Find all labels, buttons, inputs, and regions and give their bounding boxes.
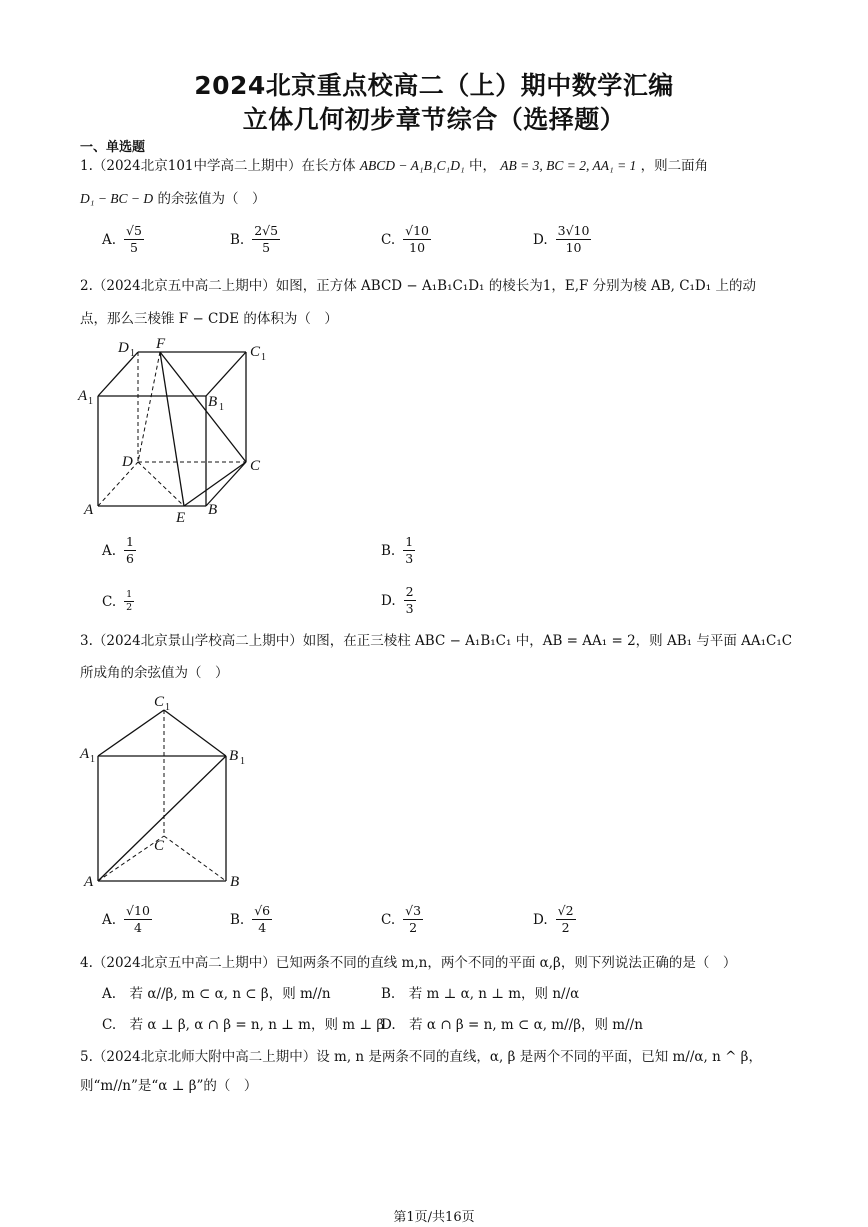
q1-option-a[interactable]: A. $\frac{√5}{5}$ [102,223,142,255]
label-b1: B [229,748,239,764]
question-3-line-1: 3.（2024北京景山学校高二上期中）如图，在正三棱柱 ABC − A₁B₁C₁ 中，AB = AA₁ = 2，则 AB₁ 与平面 AA₁C₁C [80,633,793,649]
prism-figure [74,688,264,893]
page-title: 2024北京重点校高二（上）期中数学汇编 [194,71,674,100]
label-c: C [250,458,261,474]
label-a: A [84,502,94,518]
q1-suffix: ，则二面角 [640,158,709,174]
q1-option-c[interactable]: C. $\frac{√10}{10}$ [381,223,430,255]
label-f: F [156,336,166,352]
q1-solid: ABCD − A₁B₁C₁D₁ [359,158,465,173]
svg-text:1: 1 [130,348,135,359]
label-b: B [208,502,218,518]
label-c1: C [154,694,165,710]
q2-option-c[interactable]: C. $\frac{1}{2}$ [102,589,133,613]
svg-text:1: 1 [88,396,93,407]
q3-option-c[interactable]: C. $\frac{√3}{2}$ [381,903,422,935]
q2-option-b[interactable]: B. $\frac{1}{3}$ [381,534,414,566]
label-a1: A [80,746,90,762]
q1-option-b[interactable]: B. $\frac{2√5}{5}$ [230,223,279,255]
question-2-line-2: 点，那么三棱锥 F − CDE 的体积为（ ） [80,311,338,327]
question-1-line-2 [80,189,265,209]
q1-condition: AB = 3, BC = 2, AA₁ = 1 [500,158,637,173]
label-b: B [230,874,240,890]
section-heading: 一、单选题 [80,140,146,155]
q4-option-c[interactable]: C. 若 α ⊥ β, α ∩ β = n, n ⊥ m，则 m ⊥ β [102,1017,385,1033]
label-a: A [84,874,94,890]
question-5-line-1: 5.（2024北京北师大附中高二上期中）设 m, n 是两条不同的直线，α, β 是两个不同的平面，已知 m//α, n ^ β， [80,1049,762,1065]
page-subtitle: 立体几何初步章节综合（选择题） [242,105,626,134]
q3-option-b[interactable]: B. $\frac{√6}{4}$ [230,903,271,935]
q2-option-d[interactable]: D. $\frac{2}{3}$ [381,584,414,616]
q1-mid: 中， [469,158,496,174]
question-4-stem: 4.（2024北京五中高二上期中）已知两条不同的直线 m,n，两个不同的平面 α,β，则下列说法正确的是（ ） [80,955,737,971]
label-b1: B [208,394,218,410]
q4-option-a[interactable]: A. 若 α//β, m ⊂ α, n ⊂ β，则 m//n [102,986,331,1002]
label-d1: D [118,340,129,356]
question-2-line-1: 2.（2024北京五中高二上期中）如图，正方体 ABCD − A₁B₁C₁D₁ 的棱长为1，E,F 分别为棱 AB, C₁D₁ 上的动 [80,278,756,294]
q1-angle: D₁ − BC − D [80,191,154,206]
cube-figure [74,332,284,532]
label-d: D [122,454,133,470]
q1-prefix: 1.（2024北京101中学高二上期中）在长方体 [80,158,356,174]
label-e: E [176,510,186,526]
label-c1: C [250,344,261,360]
svg-text:1: 1 [240,756,245,767]
q3-option-a[interactable]: A. $\frac{√10}{4}$ [102,903,150,935]
label-a1: A [78,388,88,404]
page-number: 第1页/共16页 [393,1210,475,1225]
q3-option-d[interactable]: D. $\frac{√2}{2}$ [533,903,574,935]
question-3-line-2: 所成角的余弦值为（ ） [80,665,229,681]
q2-option-a[interactable]: A. $\frac{1}{6}$ [102,534,134,566]
question-1-line-1 [80,156,708,176]
q1-stem-end: 的余弦值为（ ） [157,191,266,207]
svg-text:1: 1 [261,352,266,363]
q4-option-d[interactable]: D. 若 α ∩ β = n, m ⊂ α, m//β，则 m//n [381,1017,643,1033]
question-5-line-2: 则“m//n”是“α ⊥ β”的（ ） [80,1078,258,1094]
svg-text:1: 1 [219,402,224,413]
q1-option-d[interactable]: D. $\frac{3√10}{10}$ [533,223,590,255]
svg-text:1: 1 [90,754,95,765]
svg-text:1: 1 [165,702,170,713]
q4-option-b[interactable]: B. 若 m ⊥ α, n ⊥ m，则 n//α [381,986,580,1002]
label-c: C [154,838,165,854]
